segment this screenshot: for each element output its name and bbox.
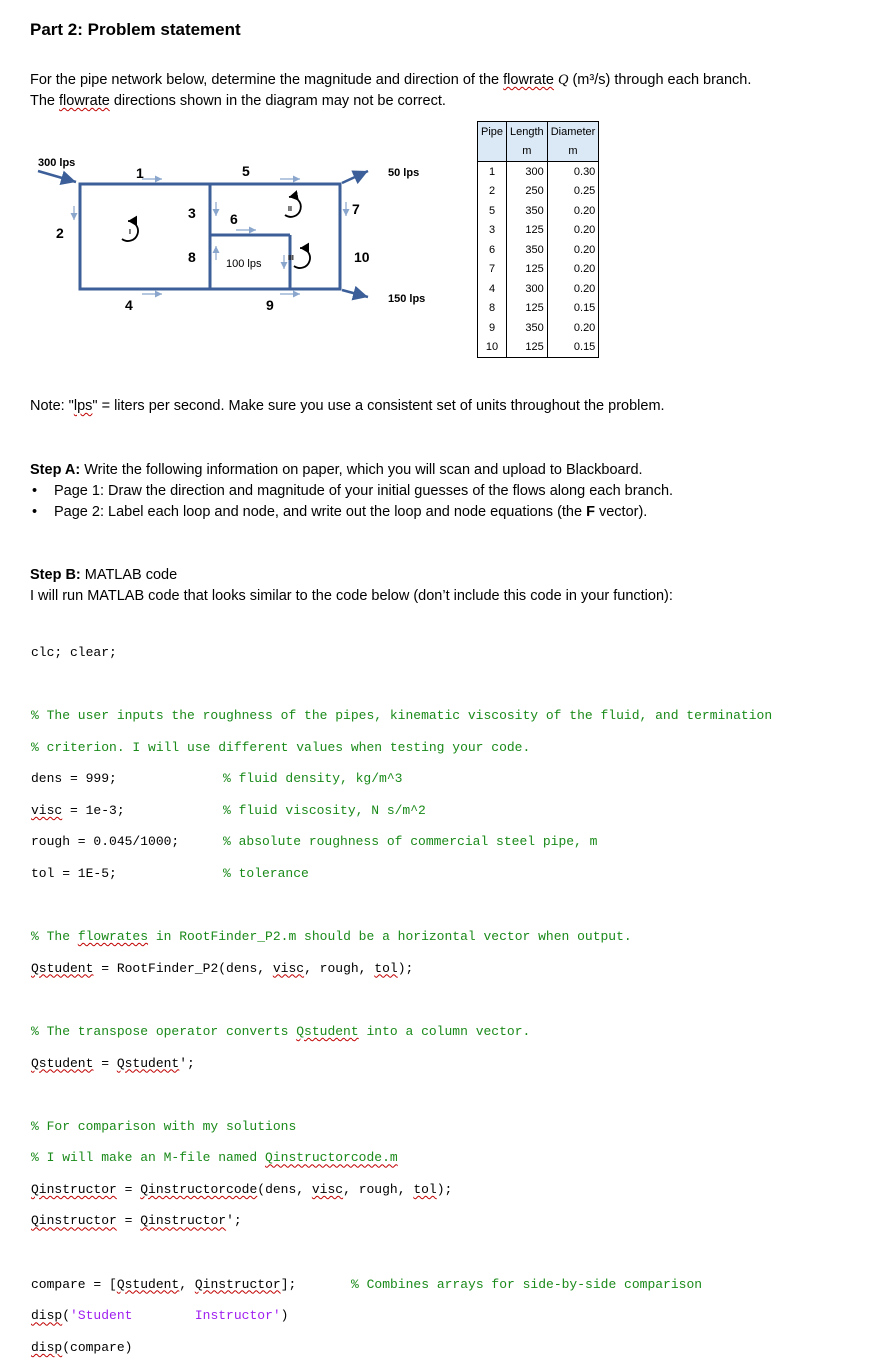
step-b-description: I will run MATLAB code that looks similar to the code below (don’t include this code in your function): <box>30 588 673 604</box>
page-title: Part 2: Problem statement <box>30 20 241 39</box>
cell-length: 125 <box>507 299 548 319</box>
code-line: compare = [Qstudent, Qinstructor]; % Combines arrays for side-by-side comparison <box>31 1276 703 1292</box>
step-a-bullet-2: • Page 2: Label each loop and node, and write out the loop and node equations (the F vector). <box>32 502 850 523</box>
table-row <box>478 260 599 280</box>
step-b-title: Step B: <box>30 567 81 583</box>
cell-pipe: 6 <box>478 240 507 260</box>
code-line: disp('Student Instructor') <box>31 1308 289 1324</box>
cell-length: 125 <box>507 338 548 358</box>
cell-diameter: 0.15 <box>547 299 599 319</box>
code-line: clc; clear; <box>31 644 117 660</box>
table-row <box>478 201 599 221</box>
cell-pipe: 1 <box>478 162 507 182</box>
outflow-top-label: 50 lps <box>388 167 420 179</box>
cell-diameter: 0.30 <box>547 162 599 182</box>
cell-pipe: 5 <box>478 201 507 221</box>
column-header-pipe: Pipe <box>478 122 507 142</box>
code-comment: % The transpose operator converts Qstudent into a column vector. <box>31 1023 531 1039</box>
cell-pipe: 10 <box>478 338 507 358</box>
intro-line-1: For the pipe network below, determine the magnitude and direction of the flowrate Q (m³/s) through each branch. <box>30 72 752 88</box>
cell-diameter: 0.20 <box>547 260 599 280</box>
table-row <box>478 182 599 202</box>
outflow-bottom-arrow <box>342 290 368 297</box>
code-line: disp(compare) <box>31 1339 133 1355</box>
cell-length: 125 <box>507 260 548 280</box>
spell-flagged-word: flowrate <box>59 93 110 109</box>
cell-pipe: 9 <box>478 318 507 338</box>
cell-length: 250 <box>507 182 548 202</box>
loop-label-2: II <box>288 206 292 213</box>
outflow-top-arrow <box>342 171 368 183</box>
cell-pipe: 7 <box>478 260 507 280</box>
cell-pipe: 8 <box>478 299 507 319</box>
table-row <box>478 162 599 182</box>
unit-pipe <box>478 142 507 162</box>
cell-diameter: 0.25 <box>547 182 599 202</box>
code-line: dens = 999; % fluid density, kg/m^3 <box>31 771 403 787</box>
spell-flagged-word: lps <box>73 398 93 414</box>
cell-length: 125 <box>507 221 548 241</box>
table-row <box>478 299 599 319</box>
step-a-bullet-1: • Page 1: Draw the direction and magnitude of your initial guesses of the flows along each branch. <box>32 481 850 502</box>
code-comment: % The flowrates in RootFinder_P2.m should be a horizontal vector when output. <box>31 929 632 945</box>
table-row <box>478 240 599 260</box>
table-row <box>478 279 599 299</box>
code-line: tol = 1E-5; % tolerance <box>31 865 309 881</box>
table-header-row <box>478 122 599 142</box>
pipe-data-table <box>477 121 599 358</box>
pipe-table-container <box>477 121 599 358</box>
pipe-label-5: 5 <box>242 163 250 179</box>
step-b-text: MATLAB code <box>80 567 178 583</box>
loop-label-3: III <box>288 255 294 262</box>
cell-length: 350 <box>507 201 548 221</box>
step-a-section <box>30 460 850 523</box>
cell-length: 350 <box>507 318 548 338</box>
unit-length: m <box>507 142 548 162</box>
pipe-label-2: 2 <box>56 225 64 241</box>
table-row <box>478 338 599 358</box>
cell-diameter: 0.20 <box>547 279 599 299</box>
unit-diameter: m <box>547 142 599 162</box>
cell-diameter: 0.15 <box>547 338 599 358</box>
q-symbol: Q <box>557 72 569 88</box>
step-a-text: Write the following information on paper, which you will scan and upload to Blackboard. <box>80 462 643 478</box>
pipe-label-9: 9 <box>266 297 274 313</box>
pipe-label-4: 4 <box>125 297 133 313</box>
table-units-row <box>478 142 599 162</box>
matlab-code-block <box>31 629 772 1371</box>
pipe-label-8: 8 <box>188 249 196 265</box>
code-comment: % For comparison with my solutions <box>31 1118 297 1134</box>
pipe-network-diagram <box>30 140 460 330</box>
cell-diameter: 0.20 <box>547 318 599 338</box>
table-row <box>478 221 599 241</box>
cell-length: 350 <box>507 240 548 260</box>
cell-diameter: 0.20 <box>547 201 599 221</box>
inner-flow-label: 100 lps <box>226 258 262 270</box>
column-header-diameter: Diameter <box>547 122 599 142</box>
problem-intro <box>30 70 860 112</box>
column-header-length: Length <box>507 122 548 142</box>
pipe-segments <box>80 184 340 289</box>
code-line: rough = 0.045/1000; % absolute roughness of commercial steel pipe, m <box>31 834 598 850</box>
pipe-label-7: 7 <box>352 201 360 217</box>
code-comment: % The user inputs the roughness of the pipes, kinematic viscosity of the fluid, and termination <box>31 707 773 723</box>
pipe-label-10: 10 <box>354 249 370 265</box>
inflow-arrow <box>38 171 76 182</box>
code-line: Qinstructor = Qinstructorcode(dens, visc, rough, tol); <box>31 1181 453 1197</box>
table-row <box>478 318 599 338</box>
code-line: visc = 1e-3; % fluid viscosity, N s/m^2 <box>31 802 426 818</box>
intro-line-2: The flowrate directions shown in the diagram may not be correct. <box>30 93 446 109</box>
code-line: Qstudent = Qstudent'; <box>31 1055 195 1071</box>
outflow-bottom-label: 150 lps <box>388 293 426 305</box>
step-a-title: Step A: <box>30 462 81 478</box>
cell-length: 300 <box>507 162 548 182</box>
pipe-label-3: 3 <box>188 205 196 221</box>
cell-length: 300 <box>507 279 548 299</box>
loop-label-1: I <box>129 229 131 236</box>
code-comment: % criterion. I will use different values when testing your code. <box>31 739 531 755</box>
pipe-label-1: 1 <box>136 165 144 181</box>
pipe-label-6: 6 <box>230 211 238 227</box>
code-line: Qstudent = RootFinder_P2(dens, visc, rough, tol); <box>31 960 414 976</box>
code-line: Qinstructor = Qinstructor'; <box>31 1213 242 1229</box>
spell-flagged-word: flowrate <box>503 72 554 88</box>
cell-pipe: 4 <box>478 279 507 299</box>
cell-diameter: 0.20 <box>547 240 599 260</box>
cell-pipe: 2 <box>478 182 507 202</box>
cell-diameter: 0.20 <box>547 221 599 241</box>
step-b-section <box>30 565 850 607</box>
code-comment: % I will make an M-file named Qinstructorcode.m <box>31 1150 398 1166</box>
units-note: Note: "lps" = liters per second. Make sure you use a consistent set of units throughout the problem. <box>30 398 665 414</box>
cell-pipe: 3 <box>478 221 507 241</box>
inflow-label: 300 lps <box>38 157 76 169</box>
